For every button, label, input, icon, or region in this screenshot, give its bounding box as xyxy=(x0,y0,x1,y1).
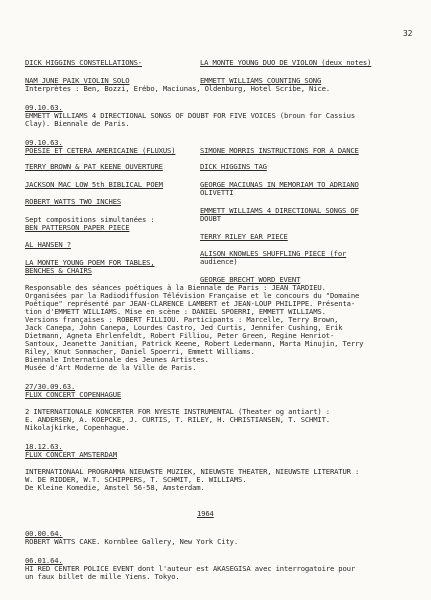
entry-watts-cake: ROBERT WATTS CAKE. Kornblee Gallery, New York City. xyxy=(25,537,239,546)
left-item: AL HANSEN ? xyxy=(25,240,71,249)
paragraph-line: tion d'EMMETT WILLIAMS. Mise en scène : DANIEL SPOERRI, EMMETT WILLIAMS. xyxy=(25,307,326,316)
paragraph-line: Musée d'Art Moderne de la Ville de Paris. xyxy=(25,363,197,372)
flux-amsterdam-title: FLUX CONCERT AMSTERDAM xyxy=(25,450,117,459)
amsterdam-line: INTERNATIONAAL PROGRAMMA NIEUWSTE MUZIEK, NIEUWSTE THEATER, NIEUWSTE LITERATUR : xyxy=(25,467,360,476)
right-item: DICK HIGGINS TAG xyxy=(200,162,267,171)
left-item: BENCHES & CHAIRS xyxy=(25,266,92,275)
left-item: TERRY BROWN & PAT KEENE OUVERTURE xyxy=(25,162,163,171)
date-09-10-63-b: 09.10.63. xyxy=(25,138,63,147)
right-item: TERRY RILEY EAR PIECE xyxy=(200,232,288,241)
right-item: ALISON KNOWLES SHUFFLING PIECE (for xyxy=(200,249,347,258)
right-item: EMMETT WILLIAMS 4 DIRECTIONAL SONGS OF xyxy=(200,206,359,215)
left-item: LA MONTE YOUNG POEM FOR TABLES, xyxy=(25,258,155,267)
entry-paik-violin: NAM JUNE PAIK VIOLIN SOLO xyxy=(25,76,130,85)
section-poesie-title: POESIE ET CETERA AMERICAINE (FLUXUS) xyxy=(25,146,176,155)
copenhague-line: E. ANDERSEN, A. KOEPCKE, J. CURTIS, T. RILEY, H. CHRISTIANSEN, T. SCHMIT. xyxy=(25,415,330,424)
page-number: 32 xyxy=(403,29,413,38)
paragraph-line: Versions françaises : ROBERT FILLIOU. Participants : Marcelle, Terry Brown, xyxy=(25,315,339,324)
amsterdam-line: De Kleine Komedie, Amstel 56-58, Amsterdam. xyxy=(25,483,205,492)
copenhague-line: Nikolajkirke, Copenhague. xyxy=(25,423,130,432)
left-item: ROBERT WATTS TWO INCHES xyxy=(25,197,122,206)
year-heading: 1964 xyxy=(197,509,214,518)
flux-copenhague-title: FLUX CONCERT COPENHAGUE xyxy=(25,390,122,399)
right-item: audience) xyxy=(200,257,238,266)
entry-young-duo: LA MONTE YOUNG DUO DE VIOLON (deux notes) xyxy=(200,58,372,67)
date-00-00-64: 00.00.64. xyxy=(25,529,63,538)
date-18-12-63: 18.12.63. xyxy=(25,442,63,451)
right-item: DOUBT xyxy=(200,214,221,223)
entry-hi-red-center-cont: un faux billet de mille Yiens. Tokyo. xyxy=(25,572,180,581)
entry-williams-doubt-cont: Clay). Biennale de Paris. xyxy=(25,119,130,128)
paragraph-line: Organisées par la Radiodiffusion Télévision Française et le concours du "Domaine xyxy=(25,291,360,300)
date-27-30-09-63: 27/30.09.63. xyxy=(25,382,76,391)
paragraph-line: Jack Canepa, John Canepa, Lourdes Castro, Jed Curtis, Jennifer Cushing, Erik xyxy=(25,323,343,332)
right-item: OLIVETTI xyxy=(200,188,234,197)
amsterdam-line: W. DE RIDDER, W.T. SCHIPPERS, T. SCHMIT, E. WILLIAMS. xyxy=(25,475,247,484)
paragraph-line: Riley, Knut Sonmacher, Daniel Spoerri, Emmett Williams. xyxy=(25,347,255,356)
right-item: SIMONE MORRIS INSTRUCTIONS FOR A DANCE xyxy=(200,146,359,155)
paragraph-line: Biennale Internationale des Jeunes Artistes. xyxy=(25,355,209,364)
date-09-10-63-a: 09.10.63. xyxy=(25,103,63,112)
paragraph-line: Responsable des séances poétiques à la Biennale de Paris : JEAN TARDIEU. xyxy=(25,283,326,292)
right-item: GEORGE MACIUNAS IN MEMORIAM TO ADRIANO xyxy=(200,180,359,189)
copenhague-line: 2 INTERNATIONALE KONCERTER FOR NYESTE INSTRUMENTAL (Theater og antiart) : xyxy=(25,407,330,416)
paragraph-line: Poétique" représenté par JEAN-CLARENCE LAMBERT et JEAN-LOUP PHILIPPE. Présenta- xyxy=(25,299,356,308)
date-06-01-64: 06.01.64. xyxy=(25,556,63,565)
paragraph-line: Santoux, Jeanette Janitian, Patrick Keene, Robert Ledermann, Marta Minujin, Terry xyxy=(25,339,364,348)
entry-hi-red-center: HI RED CENTER POLICE EVENT dont l'auteur est AKASEGISA avec interrogatoire pour xyxy=(25,564,356,573)
interpretes-line: Interprètes : Ben, Bozzi, Erébo, Maciunas, Oldenburg, Hotel Scribe, Nice. xyxy=(25,84,330,93)
left-item: BEN PATTERSON PAPER PIECE xyxy=(25,223,130,232)
entry-williams-doubt: EMMETT WILLIAMS 4 DIRECTIONAL SONGS OF DOUBT FOR FIVE VOICES (broun for Cassius xyxy=(25,111,356,120)
left-item: JACKSON MAC LOW 5th BIBLICAL POEM xyxy=(25,180,163,189)
entry-higgins-constellations: DICK HIGGINS CONSTELLATIONS- xyxy=(25,58,142,67)
entry-williams-counting: EMMETT WILLIAMS COUNTING SONG xyxy=(200,76,322,85)
paragraph-line: Dietmann, Agneta Ehrlenfeldt, Robert Filliou, Peter Green, Regine Henriot- xyxy=(25,331,335,340)
right-item: GEORGE BRECHT WORD EVENT xyxy=(200,275,301,284)
left-item: Sept compositions simultanées : xyxy=(25,215,155,224)
